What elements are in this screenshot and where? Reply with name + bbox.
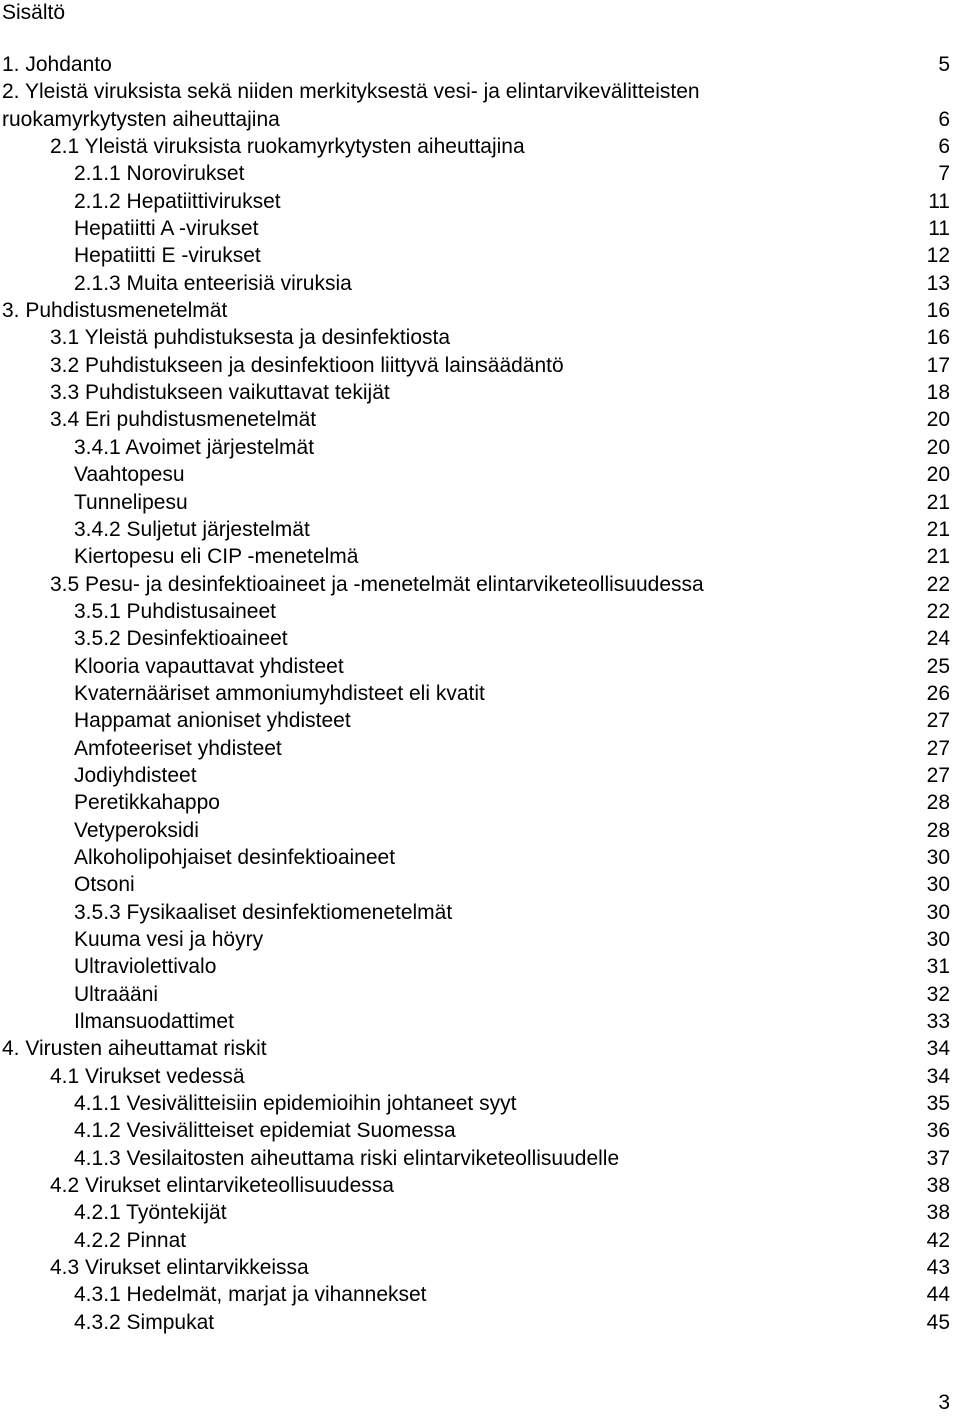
toc-entry-title: 2. Yleistä viruksista sekä niiden merkityksestä vesi- ja elintarvikevälitteisten [2,80,700,104]
toc-entry-page: 20 [926,408,950,432]
toc-entry [0,78,960,105]
toc-entry-title: Klooria vapauttavat yhdisteet [74,654,344,678]
toc-entry-title: Vaahtopesu [74,463,185,487]
toc-entry-page: 20 [926,435,950,459]
toc-entry-title: 4.2 Virukset elintarviketeollisuudessa [50,1174,394,1198]
toc-entry-page: 43 [926,1256,950,1280]
toc-entry-title: Jodiyhdisteet [74,763,197,787]
toc-entry [0,680,960,707]
toc-entry-title: 4.1 Virukset vedessä [50,1064,245,1088]
toc-entry-title: Ultraviolettivalo [74,955,217,979]
toc-entry-title: Otsoni [74,873,135,897]
toc-entry-title: Hepatiitti A -virukset [74,217,259,241]
toc-entry-page: 28 [926,791,950,815]
toc-entry [0,1281,960,1308]
toc-entry [0,51,960,78]
toc-entry [0,953,960,980]
toc-entry-title: 4.2.1 Työntekijät [74,1201,227,1225]
toc-entry-title: 3.4.2 Suljetut järjestelmät [74,517,310,541]
toc-entry-page: 20 [926,463,950,487]
toc-entry-title: 3. Puhdistusmenetelmät [2,299,228,323]
toc-entry-page: 18 [926,381,950,405]
toc-entry [0,297,960,324]
toc-entry-page: 21 [926,545,950,569]
toc-entry-page: 37 [926,1146,950,1170]
toc-entry [0,625,960,652]
toc-entry [0,899,960,926]
toc-entry [0,434,960,461]
table-of-contents [0,51,960,1336]
toc-entry [0,188,960,215]
toc-entry-page: 5 [938,53,950,76]
toc-entry [0,762,960,789]
toc-entry-page: 7 [938,162,950,186]
toc-entry [0,324,960,351]
toc-entry [0,817,960,844]
toc-entry [0,926,960,953]
toc-entry-title: Hepatiitti E -virukset [74,244,261,268]
toc-entry-page: 42 [926,1228,950,1252]
page-number: 3 [938,1391,950,1414]
toc-entry-page: 16 [926,299,950,323]
toc-entry-page: 30 [926,873,950,897]
toc-entry [0,489,960,516]
toc-entry [0,1117,960,1144]
toc-entry [0,571,960,598]
toc-entry [0,379,960,406]
toc-entry-title: Kiertopesu eli CIP -menetelmä [74,545,359,569]
toc-entry [0,106,960,133]
toc-entry-title: Tunnelipesu [74,490,188,514]
toc-entry [0,1145,960,1172]
toc-entry-page: 21 [926,490,950,514]
toc-entry-title: 2.1.1 Norovirukset [74,162,245,186]
toc-entry [0,1199,960,1226]
toc-entry-page: 30 [926,845,950,869]
toc-entry-title: 3.5.1 Puhdistusaineet [74,599,276,623]
toc-entry-page: 6 [938,107,950,131]
toc-entry-title: 2.1.2 Hepatiittivirukset [74,189,281,213]
toc-entry-page: 11 [928,189,950,213]
toc-entry-title: 4. Virusten aiheuttamat riskit [2,1037,267,1061]
toc-entry-title: 1. Johdanto [2,53,112,76]
toc-entry-page: 44 [926,1283,950,1307]
toc-entry [0,242,960,269]
toc-entry [0,1063,960,1090]
toc-entry [0,133,960,160]
toc-entry-page: 34 [926,1064,950,1088]
toc-entry-title: Alkoholipohjaiset desinfektioaineet [74,845,396,869]
toc-entry-page: 34 [926,1037,950,1061]
toc-entry-page: 27 [926,763,950,787]
toc-entry [0,598,960,625]
toc-entry-title: Amfoteeriset yhdisteet [74,736,282,760]
toc-entry [0,1309,960,1336]
toc-entry-page: 12 [926,244,950,268]
toc-entry-page: 38 [926,1174,950,1198]
toc-entry [0,516,960,543]
toc-entry-title: 4.3 Virukset elintarvikkeissa [50,1256,309,1280]
toc-entry-title: 4.1.1 Vesivälitteisiin epidemioihin johtaneet syyt [74,1092,517,1116]
toc-entry-title: 4.1.3 Vesilaitosten aiheuttama riski elintarviketeollisuudelle [74,1146,620,1170]
toc-entry [0,1008,960,1035]
toc-entry [0,789,960,816]
toc-entry-page: 11 [928,217,950,241]
toc-entry-title: 4.3.2 Simpukat [74,1310,215,1334]
toc-entry-page: 26 [926,681,950,705]
toc-entry-page: 31 [926,955,950,979]
toc-entry-page: 17 [926,353,950,377]
toc-entry [0,270,960,297]
toc-entry-title: 3.4.1 Avoimet järjestelmät [74,435,315,459]
toc-entry-page: 22 [926,599,950,623]
toc-entry [0,461,960,488]
toc-entry [0,871,960,898]
toc-entry [0,653,960,680]
toc-entry-page: 28 [926,818,950,842]
toc-entry-title: 3.1 Yleistä puhdistuksesta ja desinfektiosta [50,326,451,350]
toc-entry [0,160,960,187]
toc-entry-title: Kvaternääriset ammoniumyhdisteet eli kvatit [74,681,485,705]
toc-entry [0,543,960,570]
toc-entry [0,707,960,734]
toc-entry-page: 16 [926,326,950,350]
toc-entry [0,1227,960,1254]
toc-entry-page: 6 [938,135,950,159]
toc-entry-title: 4.2.2 Pinnat [74,1228,187,1252]
toc-entry-title: 2.1.3 Muita enteerisiä viruksia [74,271,352,295]
toc-entry-page: 22 [926,572,950,596]
toc-entry-title: 4.3.1 Hedelmät, marjat ja vihannekset [74,1283,427,1307]
toc-entry-page: 38 [926,1201,950,1225]
toc-entry-title: 3.2 Puhdistukseen ja desinfektioon liittyvä lainsäädäntö [50,353,564,377]
toc-entry-page: 45 [926,1310,950,1334]
toc-entry [0,1172,960,1199]
toc-entry-title: Kuuma vesi ja höyry [74,928,264,951]
toc-entry-title: 3.5.3 Fysikaaliset desinfektiomenetelmät [74,900,453,924]
toc-entry-page: 32 [926,982,950,1006]
toc-entry-title: Ilmansuodattimet [74,1010,234,1034]
toc-entry [0,735,960,762]
toc-entry [0,844,960,871]
toc-entry-title: 3.4 Eri puhdistusmenetelmät [50,408,317,432]
toc-entry-title: 3.5 Pesu- ja desinfektioaineet ja -menetelmät elintarviketeollisuudessa [50,572,704,596]
toc-entry-page: 27 [926,736,950,760]
toc-entry-title: ruokamyrkytysten aiheuttajina [2,107,280,131]
toc-entry-title: Happamat anioniset yhdisteet [74,709,351,733]
toc-heading: Sisältö [2,1,66,24]
toc-entry-title: Vetyperoksidi [74,818,199,842]
toc-entry-page: 13 [926,271,950,295]
toc-entry-title: Ultraääni [74,982,159,1006]
toc-entry-page: 27 [926,709,950,733]
toc-entry-page: 24 [926,627,950,651]
toc-entry [0,1254,960,1281]
toc-entry-page: 30 [926,928,950,951]
toc-entry-title: 3.3 Puhdistukseen vaikuttavat tekijät [50,381,390,405]
toc-entry-page: 35 [926,1092,950,1116]
toc-entry-title: 2.1 Yleistä viruksista ruokamyrkytysten aiheuttajina [50,135,525,159]
toc-entry-page: 36 [926,1119,950,1143]
toc-entry [0,1090,960,1117]
toc-entry-title: Peretikkahappo [74,791,220,815]
toc-entry [0,981,960,1008]
toc-entry-title: 3.5.2 Desinfektioaineet [74,627,288,651]
toc-entry [0,215,960,242]
toc-entry [0,406,960,433]
toc-entry-page: 30 [926,900,950,924]
toc-entry-page: 21 [926,517,950,541]
toc-entry-title: 4.1.2 Vesivälitteiset epidemiat Suomessa [74,1119,456,1143]
toc-entry-page: 25 [926,654,950,678]
toc-entry-page: 33 [926,1010,950,1034]
toc-entry [0,1035,960,1062]
toc-entry [0,352,960,379]
